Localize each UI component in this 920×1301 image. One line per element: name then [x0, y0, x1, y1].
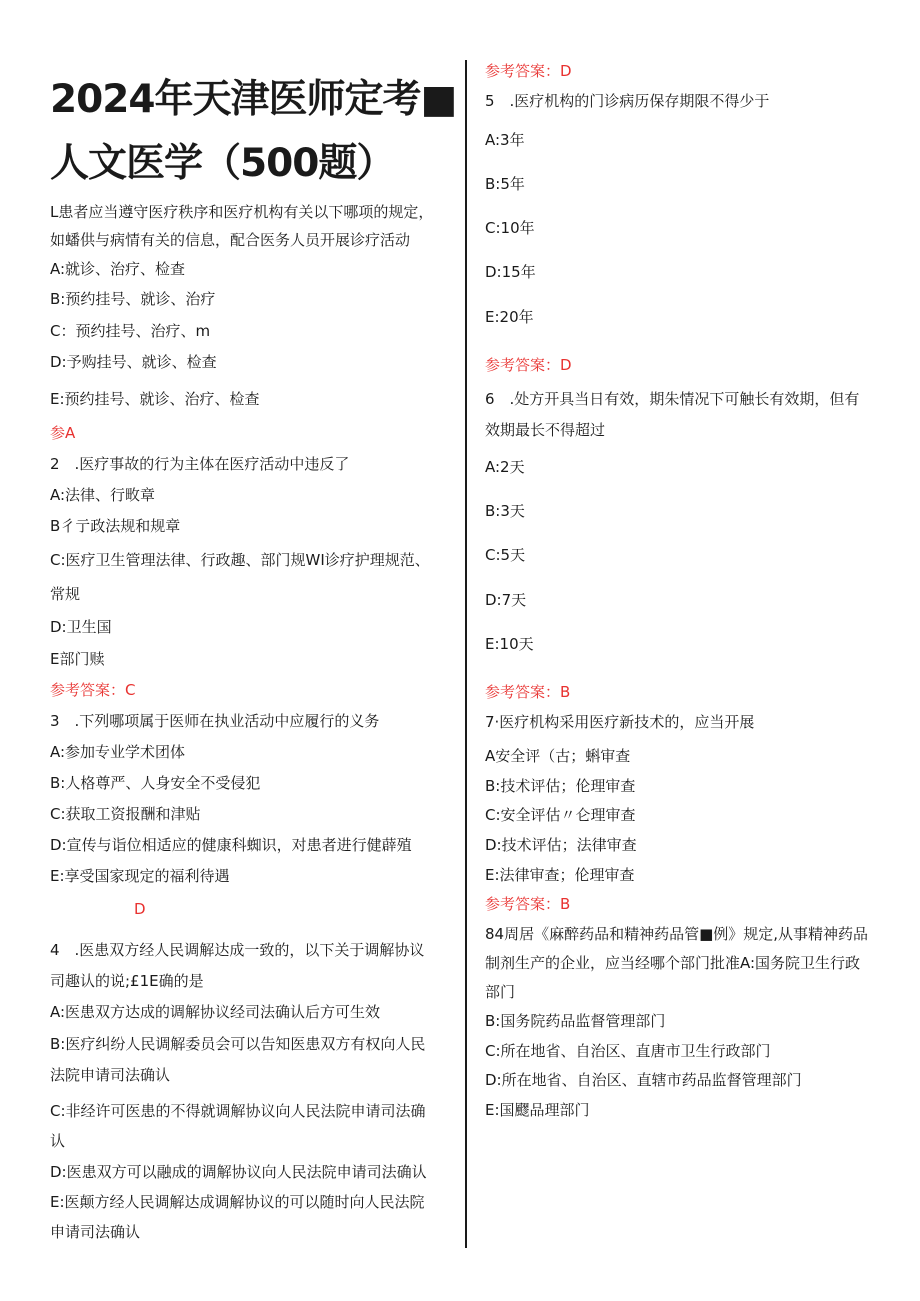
q3-answer: D	[134, 900, 146, 918]
question-1-stem-cont: 如蟠供与病情有关的信息，配合医务人员开展诊疗活动	[50, 231, 411, 249]
q6-option-a: A:2天	[485, 458, 525, 476]
column-divider	[465, 60, 467, 1248]
q6-option-b: B:3天	[485, 502, 525, 520]
q4-option-d: D:医患双方可以融成的调解协议向人民法院申请司法确认	[50, 1163, 427, 1181]
q6-option-c: C:5天	[485, 546, 526, 564]
q2-answer: 参考答案：C	[50, 681, 136, 699]
q2-option-e: E部门赎	[50, 650, 105, 668]
q4-option-e-cont: 申请司法确认	[50, 1223, 141, 1241]
q5-option-e: E:20年	[485, 308, 534, 326]
title-line-2: 人文医学（500题）	[50, 141, 395, 186]
q2-option-c-cont: 常规	[50, 585, 81, 603]
title-line-1: 2024年天津医师定考■	[50, 77, 457, 122]
q5-option-b: B:5年	[485, 175, 525, 193]
q4-option-a: A:医患双方达成的调解协议经司法确认后方可生效	[50, 1003, 381, 1021]
question-8-stem-cont-2: 部门	[485, 983, 516, 1001]
q7-option-b: B:技术评估；伦理审查	[485, 777, 636, 795]
q3-option-c: C:获取工资报酬和津贴	[50, 805, 201, 823]
q8-option-d: D:所在地省、自治区、直辖市药品监督管理部门	[485, 1071, 802, 1089]
q4-option-e: E:医颠方经人民调解达成调解协议的可以随时向人民法院	[50, 1193, 425, 1211]
question-2-stem: 2 .医疗事故的行为主体在医疗活动中违反了	[50, 455, 350, 473]
q2-option-a: A:法律、行畋章	[50, 486, 156, 504]
question-5-stem: 5 .医疗机构的门诊病历保存期限不得少于	[485, 92, 770, 110]
q1-option-d: D:予购挂号、就诊、检查	[50, 353, 217, 371]
q7-option-d: D:技术评估；法律审查	[485, 836, 637, 854]
q1-option-b: B:预约挂号、就诊、治疗	[50, 290, 216, 308]
q1-option-c: C：预约挂号、治疗、m	[50, 322, 211, 340]
q6-option-e: E:10天	[485, 635, 534, 653]
q7-option-a: A安全评（古；蝌审查	[485, 747, 631, 765]
q5-answer: 参考答案：D	[485, 356, 572, 374]
q3-option-e: E:享受国家现定的福利待遇	[50, 867, 230, 885]
q3-option-a: A:参加专业学术团体	[50, 743, 186, 761]
q7-answer: 参考答案：B	[485, 895, 571, 913]
q3-option-b: B:人格尊严、人身安全不受侵犯	[50, 774, 261, 792]
question-6-stem: 6 .处方开具当日有效，期朱情况下可触长有效期，但有	[485, 390, 860, 408]
question-4-stem-cont: 司趣认的说;£1E确的是	[50, 972, 204, 990]
question-8-stem: 84周居《麻醉药品和精神药品管■例》规定,从事精神药品	[485, 925, 869, 943]
q1-answer: 参A	[50, 424, 76, 442]
q2-option-d: D:卫生国	[50, 618, 112, 636]
q8-option-c: C:所在地省、自治区、直唐市卫生行政部门	[485, 1042, 771, 1060]
question-4-stem: 4 .医患双方经人民调解达成一致的，以下关于调解协议	[50, 941, 425, 959]
question-6-stem-cont: 效期最长不得超过	[485, 421, 606, 439]
q7-option-e: E:法律审查；伦理审查	[485, 866, 635, 884]
q4-option-b-cont: 法院申请司法确认	[50, 1066, 171, 1084]
q5-option-c: C:10年	[485, 219, 535, 237]
q6-answer: 参考答案：B	[485, 683, 571, 701]
q4-answer: 参考答案：D	[485, 62, 572, 80]
q1-option-a: A:就诊、治疗、检查	[50, 260, 186, 278]
q3-option-d: D:宣传与诣位相适应的健康科蜘识，对患者进行健薜殖	[50, 836, 412, 854]
question-1-stem: L患者应当遵守医疗秩序和医疗机构有关以下哪项的规定，	[50, 203, 434, 221]
q8-option-b: B:国务院药品监督管理部门	[485, 1012, 666, 1030]
question-8-stem-cont: 制剂生产的企业，应当经哪个部门批准A:国务院卫生行政	[485, 954, 861, 972]
q4-option-b: B:医疗纠纷人民调解委员会可以告知医患双方有权向人民	[50, 1035, 426, 1053]
q4-option-c-cont: 认	[50, 1132, 66, 1150]
q2-option-b: B彳亍政法规和规章	[50, 517, 181, 535]
question-7-stem: 7·医疗机构采用医疗新技术的，应当开展	[485, 713, 755, 731]
q8-option-e: E:国飂品理部门	[485, 1101, 590, 1119]
question-3-stem: 3 .下列哪项属于医师在执业活动中应履行的义务	[50, 712, 380, 730]
q7-option-c: C:安全评估〃仑理审查	[485, 806, 636, 824]
q6-option-d: D:7天	[485, 591, 527, 609]
q5-option-d: D:15年	[485, 263, 536, 281]
q5-option-a: A:3年	[485, 131, 525, 149]
q4-option-c: C:非经许可医患的不得就调解协议向人民法院申请司法确	[50, 1102, 426, 1120]
q2-option-c: C:医疗卫生管理法律、行政趣、部门规WI诊疗护理规范、	[50, 551, 430, 569]
q1-option-e: E:预约挂号、就诊、治疗、检查	[50, 390, 260, 408]
